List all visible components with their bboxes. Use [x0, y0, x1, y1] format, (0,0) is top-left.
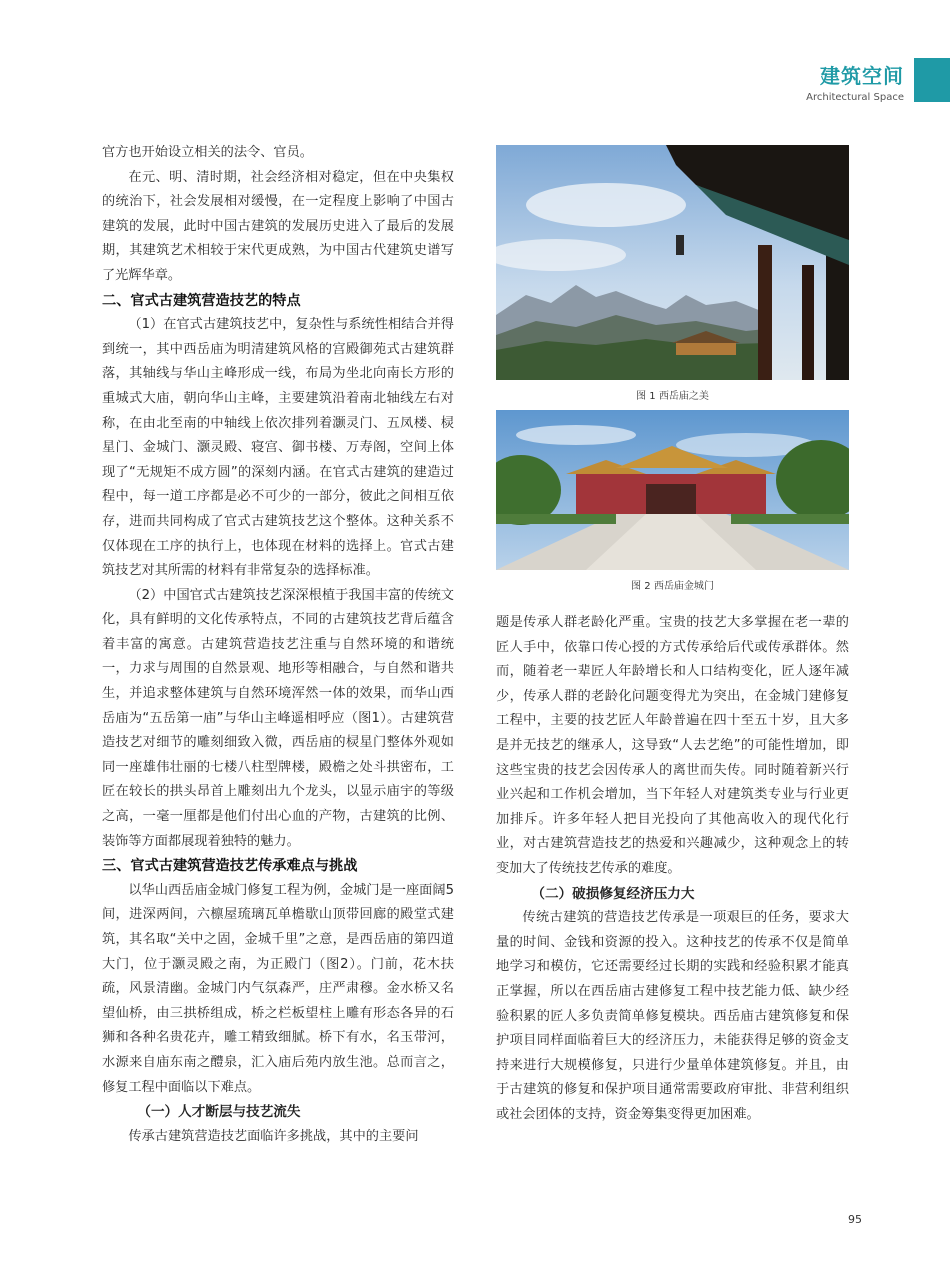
page-number: 95 [848, 1213, 862, 1226]
left-column [102, 141, 454, 1149]
paragraph: 传统古建筑的营造技艺传承是一项艰巨的任务，要求大量的时间、金钱和资源的投入。这种技艺的传承不仅是简单地学习和模仿，它还需要经过长期的实践和经验积累才能真正掌握，所以在西岳庙古建修复工程中技艺能力低、缺少经验积累的匠人多负责简单修复模块。西岳庙古建筑修复和保护项目同样面临着巨大的经济压力，未能获得足够的资金支持来进行大规模修复，只进行少量单体建筑修复。并且，由于古建筑的修复和保护项目通常需要政府审批、非营利组织或社会团体的支持，资金筹集变得更加困难。 [496, 910, 849, 1122]
paragraph: 题是传承人群老龄化严重。宝贵的技艺大多掌握在老一辈的匠人手中，依靠口传心授的方式传承给后代或传承群体。然而，随着老一辈匠人年龄增长和人口结构变化，匠人逐年减少，传承人群的老龄化问题变得尤为突出，在金城门建修复工程中，主要的技艺匠人年龄普遍在四十至五十岁，且大多是并无技艺的继承人，这导致“人去艺绝”的可能性增加，即这些宝贵的技艺会因传承人的离世而失传。同时随着新兴行业兴起和工作机会增加，当下年轻人对建筑类专业与行业更加排斥。许多年轻人把目光投向了其他高收入的现代化行业，对古建筑营造技艺的热爱和兴趣减少，这种观念上的转变加大了传统技艺传承的难度。 [496, 615, 849, 876]
section-subtitle: Architectural Space [806, 92, 904, 103]
paragraph: 官方也开始设立相关的法令、官员。 [102, 145, 313, 160]
figure-2-caption: 图 2 西岳庙金城门 [631, 581, 714, 592]
paragraph: 在元、明、清时期，社会经济相对稳定，但在中央集权的统治下，社会发展相对缓慢，在一定程度上影响了中国古建筑的发展，此时中国古建筑的发展历史进入了最后的发展期，其建筑艺术相较于宋代更成熟，为中国古代建筑史谱写了光辉华章。 [102, 169, 454, 283]
figure-1 [496, 145, 849, 402]
paragraph: 传承古建筑营造技艺面临许多挑战，其中的主要问 [128, 1128, 419, 1144]
paragraph: （2）中国官式古建筑技艺深深根植于我国丰富的传统文化，具有鲜明的文化传承特点，不同的古建筑技艺背后蕴含着丰富的寓意。古建筑营造技艺注重与自然环境的和谐统一，力求与周围的自然景观、地形等相融合，与自然和谐共生，并追求整体建筑与自然环境浑然一体的效果，而华山西岳庙为“五岳第一庙”与华山主峰遥相呼应（图1）。古建筑营造技艺对细节的雕刻细致入微，西岳庙的棂星门整体外观如同一座雄伟壮丽的七楼八柱型牌楼，殿檐之处斗拱密布，工匠在较长的拱头昂首上雕刻出九个龙头，以显示庙宇的等级之高，一毫一厘都是他们付出心血的产物，古建筑的比例、装饰等方面都展现着独特的魅力。 [102, 587, 454, 849]
section-heading: 二、官式古建筑营造技艺的特点 [102, 292, 301, 309]
figure-2 [496, 410, 849, 592]
accent-bar [914, 58, 950, 102]
paragraph: 以华山西岳庙金城门修复工程为例，金城门是一座面阔5间，进深两间，六檩屋琉璃瓦单檐歇山顶带回廊的殿堂式建筑，其名取“关中之固，金城千里”之意，是西岳庙的第四道大门，位于灏灵殿之南，为正殿门（图2）。门前，花木扶疏，风景清幽。金城门内气氛森严，庄严肃穆。金水桥又名望仙桥，由三拱桥组成，桥之栏板望柱上雕有形态各异的石狮和各种名贵花卉，雕工精致细腻。桥下有水，名玉带河，水源来自庙东南之醴泉，汇入庙后苑内放生池。总而言之，修复工程中面临以下难点。 [102, 882, 454, 1095]
paragraph: （1）在官式古建筑技艺中，复杂性与系统性相结合并得到统一，其中西岳庙为明清建筑风格的宫殿御苑式古建筑群落，其轴线与华山主峰形成一线，布局为坐北向南长方形的重城式大庙，朝向华山主峰，主要建筑沿着南北轴线左右对称，在由北至南的中轴线上依次排列着灏灵门、五凤楼、棂星门、金城门、灏灵殿、寝宫、御书楼、万寿阁，空间上体现了“无规矩不成方圆”的深刻内涵。在官式古建筑的建造过程中，每一道工序都是必不可少的一部分，彼此之间相互依存，进而共同构成了官式古建筑技艺这个整体。这种关系不仅体现在工序的执行上，也体现在材料的选择上。官式古建筑技艺对其所需的材料有非常复杂的选择标准。 [102, 317, 454, 579]
figure-1-caption: 图 1 西岳庙之美 [636, 391, 709, 402]
section-heading: 三、官式古建筑营造技艺传承难点与挑战 [102, 858, 358, 875]
golden-city-gate-photo [496, 410, 849, 570]
temple-mountain-photo [496, 145, 849, 380]
right-column [496, 611, 849, 1127]
subsection-heading: （二）破损修复经济压力大 [531, 885, 695, 902]
subsection-heading: （一）人才断层与技艺流失 [137, 1104, 301, 1121]
section-title: 建筑空间 [820, 64, 904, 88]
